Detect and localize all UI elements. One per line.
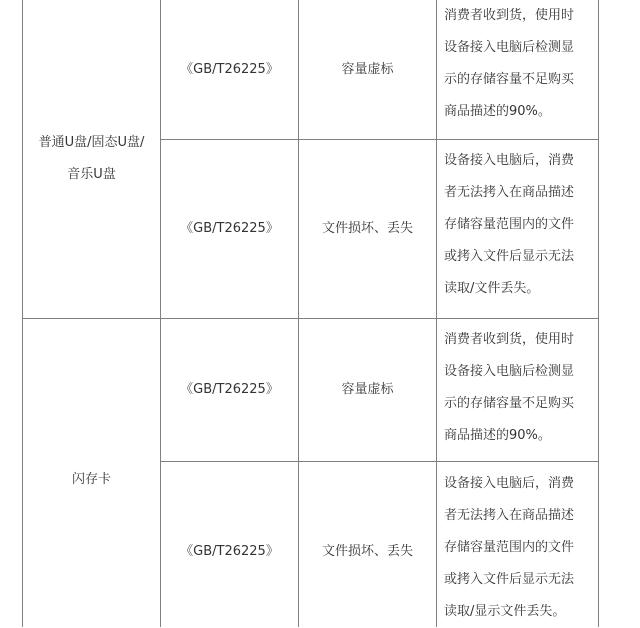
description-cell <box>437 462 598 627</box>
description-line: 消费者收到货，使用时 <box>444 332 575 347</box>
description-line: 读取/显示文件丢失。 <box>444 604 566 619</box>
description-line: 设备接入电脑后，消费 <box>444 153 575 168</box>
standard-cell <box>161 140 298 318</box>
issue-text: 文件损坏、丢失 <box>321 544 413 559</box>
description-line: 者无法拷入在商品描述 <box>444 508 575 523</box>
category-label: 闪存卡 <box>71 472 111 487</box>
category-cell <box>23 0 160 318</box>
category-cell <box>23 319 160 627</box>
description-line: 设备接入电脑后，消费 <box>444 476 575 491</box>
issue-text: 文件损坏、丢失 <box>321 221 413 236</box>
standard-text: 《GB/T26225》 <box>180 61 279 77</box>
category-label: 音乐U盘 <box>67 167 116 182</box>
description-line: 存储容量范围内的文件 <box>444 540 575 555</box>
description-line: 示的存储容量不足购买 <box>444 396 575 411</box>
standard-cell <box>161 462 298 627</box>
table-border-right <box>598 0 599 627</box>
standard-cell <box>161 319 298 461</box>
category-label: 普通U盘/固态U盘/ <box>38 135 145 150</box>
description-cell <box>437 140 598 318</box>
issue-cell <box>299 140 436 318</box>
issue-cell <box>299 0 436 139</box>
issue-cell <box>299 319 436 461</box>
description-line: 设备接入电脑后检测显 <box>444 40 575 55</box>
standard-text: 《GB/T26225》 <box>180 382 279 397</box>
description-line: 示的存储容量不足购买 <box>444 72 575 87</box>
issue-cell <box>299 462 436 627</box>
description-line: 或拷入文件后显示无法 <box>444 249 575 264</box>
description-line: 读取/文件丢失。 <box>444 281 540 296</box>
description-line: 商品描述的90%。 <box>444 428 551 443</box>
description-line: 消费者收到货，使用时 <box>444 8 575 23</box>
standard-text: 《GB/T26225》 <box>180 544 279 559</box>
description-line: 者无法拷入在商品描述 <box>444 185 575 200</box>
description-line: 或拷入文件后显示无法 <box>444 572 575 587</box>
description-cell <box>437 319 598 461</box>
standard-cell <box>161 0 298 139</box>
issue-text: 容量虚标 <box>341 61 394 77</box>
standard-text: 《GB/T26225》 <box>180 221 279 236</box>
issue-text: 容量虚标 <box>341 382 394 397</box>
description-line: 设备接入电脑后检测显 <box>444 364 575 379</box>
description-line: 商品描述的90%。 <box>444 104 551 119</box>
description-line: 存储容量范围内的文件 <box>444 217 575 232</box>
description-cell <box>437 0 598 139</box>
